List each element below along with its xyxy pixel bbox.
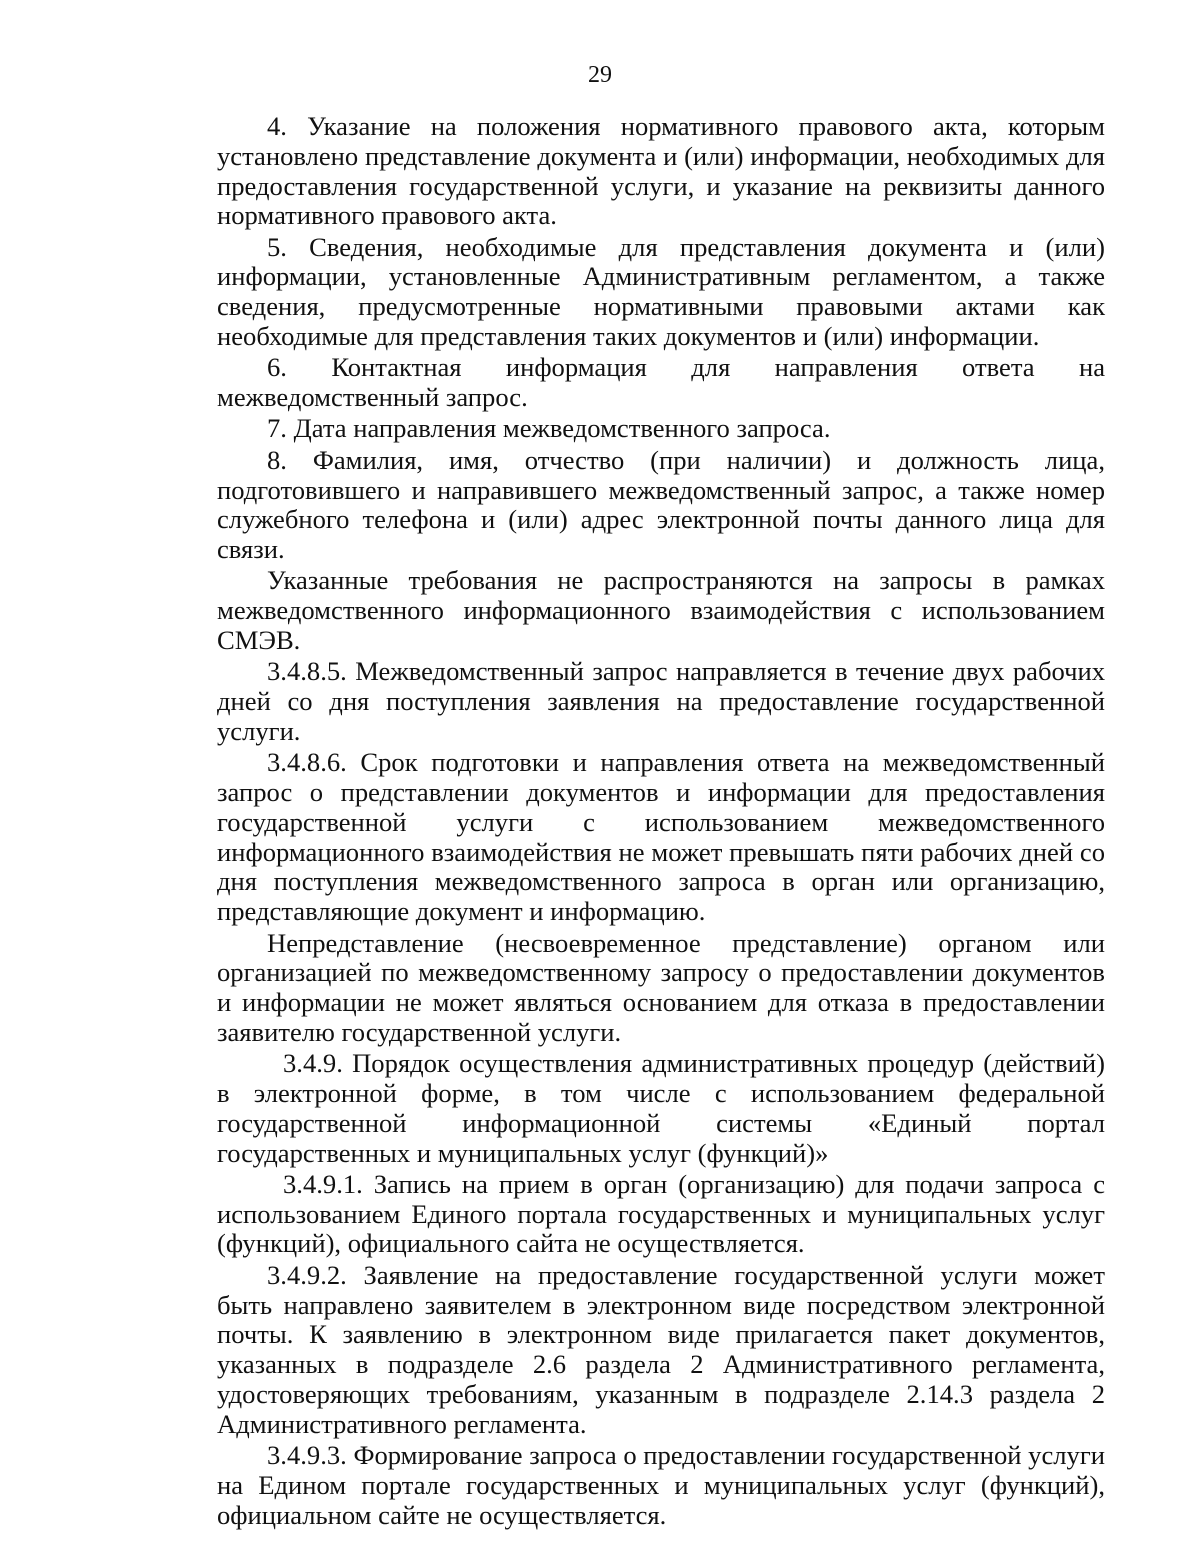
- paragraph-3-4-9-1: 3.4.9.1. Запись на прием в орган (организацию) для подачи запроса с использованием Единого портала государственных и муниципальных услуг (функций), официального сайта не осуществляется.: [217, 1168, 1105, 1259]
- paragraph-item-8: 8. Фамилия, имя, отчество (при наличии) и должность лица, подготовившего и направившего межведомственный запрос, а также номер служебного телефона и (или) адрес электронной почты данного лица для связи.: [217, 444, 1105, 565]
- paragraph-requirements-note: Указанные требования не распространяются на запросы в рамках межведомственного информационного взаимодействия с использованием СМЭВ.: [217, 565, 1105, 656]
- paragraph-item-5: 5. Сведения, необходимые для представления документа и (или) информации, установленные Административным регламентом, а также сведения, предусмотренные нормативными правовыми актами как необходимые для представления таких документов и (или) информации.: [217, 231, 1105, 352]
- paragraph-item-4: 4. Указание на положения нормативного правового акта, которым установлено представление документа и (или) информации, необходимых для предоставления государственной услуги, и указание на реквизиты данного нормативного правового акта.: [217, 111, 1105, 231]
- paragraph-3-4-9-2: 3.4.9.2. Заявление на предоставление государственной услуги может быть направлено заявителем в электронном виде посредством электронной почты. К заявлению в электронном виде прилагается пакет документов, указанных в подразделе 2.6 раздела 2 Административного регламента, удостоверяющих требованиям, указанным в подразделе 2.14.3 раздела 2 Административного регламента.: [217, 1259, 1105, 1439]
- paragraph-item-7: 7. Дата направления межведомственного запроса.: [267, 413, 831, 444]
- paragraph-3-4-8-6: 3.4.8.6. Срок подготовки и направления ответа на межведомственный запрос о представлении документов и информации для предоставления государственной услуги с использованием межведомственного информационного взаимодействия не может превышать пяти рабочих дней со дня поступления межведомственного запроса в орган или организацию, представляющие документ и информацию.: [217, 747, 1105, 927]
- paragraph-item-6: 6. Контактная информация для направления ответа на межведомственный запрос.: [217, 352, 1105, 413]
- paragraph-3-4-8-5: 3.4.8.5. Межведомственный запрос направляется в течение двух рабочих дней со дня поступления заявления на предоставление государственной услуги.: [217, 656, 1105, 746]
- document-body: [217, 112, 1105, 1532]
- paragraph-non-provision: Непредставление (несвоевременное представление) органом или организацией по межведомственному запросу о предоставлении документов и информации не может являться основанием для отказа в предоставлении заявителю государственной услуги.: [217, 927, 1105, 1047]
- paragraph-3-4-9-3: 3.4.9.3. Формирование запроса о предоставлении государственной услуги на Едином портале государственных и муниципальных услуг (функций), официальном сайте не осуществляется.: [217, 1440, 1105, 1530]
- paragraph-3-4-9: 3.4.9. Порядок осуществления административных процедур (действий) в электронной форме, в том числе с использованием федеральной государственной информационной системы «Единый портал государственных и муниципальных услуг (функций)»: [217, 1048, 1105, 1168]
- page-number: 29: [588, 62, 612, 88]
